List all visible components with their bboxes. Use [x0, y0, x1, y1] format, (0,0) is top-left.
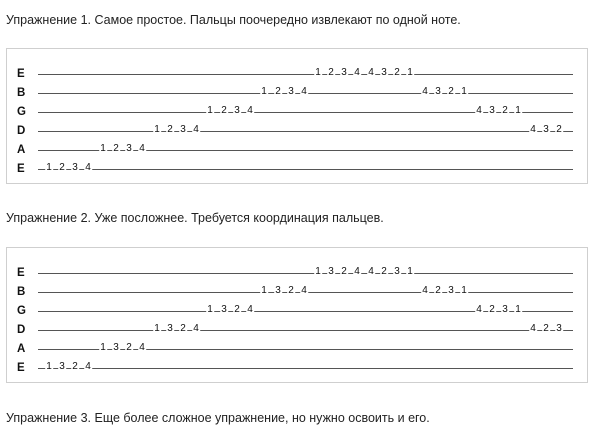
- fret-note: 1: [407, 67, 413, 78]
- string-line: [38, 273, 573, 274]
- fret-note: 1: [315, 67, 321, 78]
- string-label: E: [17, 362, 25, 374]
- fret-note: 1: [461, 86, 467, 97]
- fret-note: 2: [180, 323, 186, 334]
- fret-note: 3: [113, 342, 119, 353]
- fret-note: 2: [275, 86, 281, 97]
- fret-note: 3: [341, 67, 347, 78]
- string-label: B: [17, 87, 26, 99]
- fret-note: 1: [407, 266, 413, 277]
- exercise-3-heading: Упражнение 3. Еще более сложное упражнение, но нужно освоить и его.: [6, 411, 430, 425]
- fret-note: 4: [422, 86, 428, 97]
- fret-note: 1: [100, 143, 106, 154]
- fret-note: 2: [72, 361, 78, 372]
- tab-string-a: [7, 141, 587, 160]
- tab-string-e-high: [7, 264, 587, 283]
- fret-note: 2: [543, 323, 549, 334]
- fret-note: 4: [476, 304, 482, 315]
- string-line: [38, 74, 573, 75]
- fret-note: 4: [85, 361, 91, 372]
- fret-note: 4: [301, 285, 307, 296]
- fret-note: 1: [315, 266, 321, 277]
- fret-note: 1: [46, 361, 52, 372]
- string-label: E: [17, 267, 25, 279]
- fret-note: 4: [354, 266, 360, 277]
- fret-note: 2: [341, 266, 347, 277]
- fret-note: 4: [530, 323, 536, 334]
- fret-note: 2: [328, 67, 334, 78]
- fret-note: 3: [72, 162, 78, 173]
- fret-note: 4: [193, 323, 199, 334]
- fret-note: 3: [59, 361, 65, 372]
- exercise-1-heading: Упражнение 1. Самое простое. Пальцы поочередно извлекают по одной ноте.: [6, 13, 461, 27]
- fret-note: 4: [139, 342, 145, 353]
- fret-note: 2: [502, 105, 508, 116]
- fret-note: 3: [234, 105, 240, 116]
- tab-string-g: [7, 302, 587, 321]
- string-label: G: [17, 106, 26, 118]
- fret-note: 2: [394, 67, 400, 78]
- string-label: A: [17, 144, 26, 156]
- fret-note: 4: [85, 162, 91, 173]
- fret-note: 4: [247, 105, 253, 116]
- fret-note: 3: [543, 124, 549, 135]
- tablature-exercise-1: [6, 48, 588, 184]
- fret-note: 2: [126, 342, 132, 353]
- fret-note: 3: [556, 323, 562, 334]
- fret-note: 1: [461, 285, 467, 296]
- fret-note: 1: [46, 162, 52, 173]
- tab-string-b: [7, 84, 587, 103]
- fret-note: 1: [154, 323, 160, 334]
- fret-note: 4: [139, 143, 145, 154]
- fret-note: 3: [221, 304, 227, 315]
- string-line: [38, 330, 573, 331]
- fret-note: 1: [207, 105, 213, 116]
- tab-string-d: [7, 122, 587, 141]
- fret-note: 2: [59, 162, 65, 173]
- fret-note: 2: [489, 304, 495, 315]
- fret-note: 1: [100, 342, 106, 353]
- string-label: E: [17, 68, 25, 80]
- fret-note: 4: [193, 124, 199, 135]
- string-label: D: [17, 125, 26, 137]
- string-label: A: [17, 343, 26, 355]
- fret-note: 3: [394, 266, 400, 277]
- string-label: E: [17, 163, 25, 175]
- fret-note: 1: [261, 285, 267, 296]
- fret-note: 1: [515, 304, 521, 315]
- fret-note: 4: [422, 285, 428, 296]
- fret-note: 1: [154, 124, 160, 135]
- fret-note: 4: [247, 304, 253, 315]
- tab-string-b: [7, 283, 587, 302]
- fret-note: 2: [113, 143, 119, 154]
- tab-string-e-low: [7, 160, 587, 179]
- string-label: D: [17, 324, 26, 336]
- fret-note: 4: [354, 67, 360, 78]
- fret-note: 3: [167, 323, 173, 334]
- fret-note: 3: [275, 285, 281, 296]
- fret-note: 1: [515, 105, 521, 116]
- tab-string-a: [7, 340, 587, 359]
- fret-note: 3: [126, 143, 132, 154]
- fret-note: 3: [328, 266, 334, 277]
- fret-note: 2: [435, 285, 441, 296]
- fret-note: 4: [476, 105, 482, 116]
- fret-note: 2: [381, 266, 387, 277]
- fret-note: 3: [489, 105, 495, 116]
- string-line: [38, 169, 573, 170]
- tab-string-g: [7, 103, 587, 122]
- tab-string-e-low: [7, 359, 587, 378]
- fret-note: 3: [180, 124, 186, 135]
- fret-note: 4: [301, 86, 307, 97]
- fret-note: 4: [530, 124, 536, 135]
- string-line: [38, 368, 573, 369]
- fret-note: 1: [261, 86, 267, 97]
- fret-note: 3: [288, 86, 294, 97]
- fret-note: 2: [288, 285, 294, 296]
- fret-note: 4: [368, 266, 374, 277]
- string-line: [38, 131, 573, 132]
- fret-note: 2: [234, 304, 240, 315]
- fret-note: 3: [448, 285, 454, 296]
- tab-string-d: [7, 321, 587, 340]
- fret-note: 3: [502, 304, 508, 315]
- fret-note: 3: [381, 67, 387, 78]
- fret-note: 1: [207, 304, 213, 315]
- fret-note: 2: [448, 86, 454, 97]
- exercise-2-heading: Упражнение 2. Уже посложнее. Требуется координация пальцев.: [6, 211, 384, 225]
- string-label: G: [17, 305, 26, 317]
- fret-note: 2: [556, 124, 562, 135]
- fret-note: 3: [435, 86, 441, 97]
- fret-note: 4: [368, 67, 374, 78]
- string-label: B: [17, 286, 26, 298]
- fret-note: 2: [221, 105, 227, 116]
- tab-string-e-high: [7, 65, 587, 84]
- tablature-exercise-2: [6, 247, 588, 383]
- fret-note: 2: [167, 124, 173, 135]
